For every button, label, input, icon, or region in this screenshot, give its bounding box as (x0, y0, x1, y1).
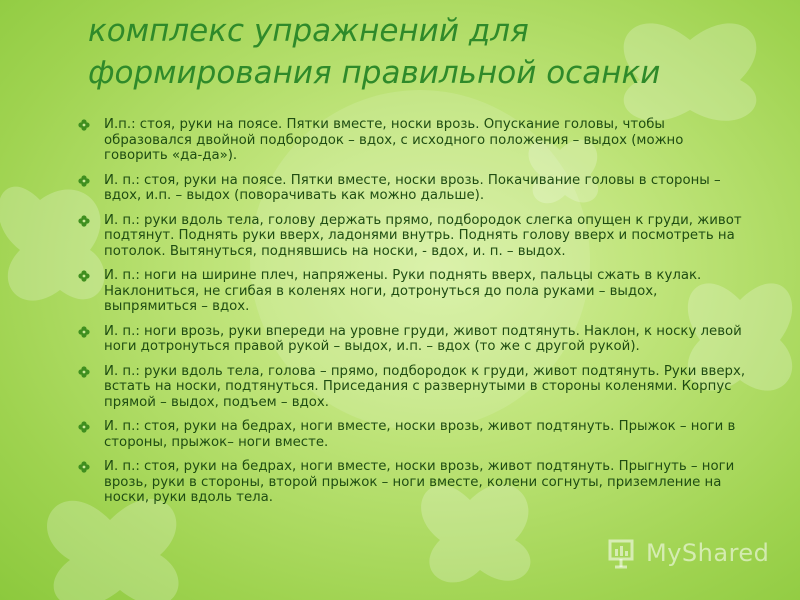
list-item-text: И. п.: ноги на ширине плеч, напряжены. Руки поднять вверх, пальцы сжать в кулак. Наклониться, не сгибая в коленях ноги, дотронуться до пола руками – выдох, выпрямиться – вдох. (104, 268, 702, 314)
list-item (78, 117, 746, 164)
watermark-text: MyShared (646, 539, 770, 567)
list-item (78, 364, 746, 411)
list-item (78, 173, 746, 204)
list-item (78, 459, 746, 506)
four-petal-flower-icon (78, 119, 90, 131)
watermark-logo (606, 537, 770, 573)
four-petal-flower-icon (78, 175, 90, 187)
four-petal-flower-icon (78, 421, 90, 433)
title-line-1: комплекс упражнений для (88, 13, 529, 49)
four-petal-flower-icon (78, 326, 90, 338)
list-item (78, 419, 746, 450)
list-item-text: И.п.: стоя, руки на поясе. Пятки вместе, носки врозь. Опускание головы, чтобы образовался двойной подбородок – вдох, с исходного положения – выдох (можно говорить «да-да»). (104, 117, 684, 163)
list-item (78, 213, 746, 260)
title-line-2: формирования правильной осанки (88, 55, 661, 91)
four-petal-flower-icon (78, 270, 90, 282)
list-item-text: И. п.: ноги врозь, руки впереди на уровне груди, живот подтянуть. Наклон, к носку левой ноги дотронуться правой рукой – выдох, и.п. – вдох (то же с другой рукой). (104, 323, 742, 354)
list-item-text: И. п.: стоя, руки на бедрах, ноги вместе, носки врозь, живот подтянуть. Прыжок – ноги в стороны, прыжок– ноги вместе. (104, 419, 736, 450)
list-item-text: И. п.: руки вдоль тела, голову держать прямо, подбородок слегка опущен к груди, живот подтянут. Поднять руки вверх, ладонями внутрь. Поднять голову вверх и посмотреть на потолок. Вытянуться, поднявшись на носки, - вдох, и. п. – выдох. (104, 212, 742, 259)
four-petal-flower-icon (78, 366, 90, 378)
list-item (78, 268, 746, 315)
exercise-list (78, 117, 746, 515)
list-item-text: И. п.: стоя, руки на бедрах, ноги вместе, носки врозь, живот подтянуть. Прыгнуть – ноги врозь, руки в стороны, второй прыжок – ноги вместе, колени согнуты, приземление на носки, руки вдоль тела. (104, 459, 735, 505)
list-item (78, 324, 746, 355)
slide-title (88, 10, 778, 94)
presentation-board-icon (606, 537, 640, 571)
four-petal-flower-icon (78, 215, 90, 227)
list-item-text: И. п.: стоя, руки на поясе. Пятки вместе, носки врозь. Покачивание головы в стороны – вдох, и.п. – выдох (поворачивать как можно дальше). (104, 172, 721, 203)
list-item-text: И. п.: руки вдоль тела, голова – прямо, подбородок к груди, живот подтянуть. Руки вверх, встать на носки, подтянуться. Приседания с развернутыми в стороны коленями. Корпус прямой – выдох, подъем – вдох. (104, 363, 746, 410)
four-petal-flower-icon (78, 461, 90, 473)
